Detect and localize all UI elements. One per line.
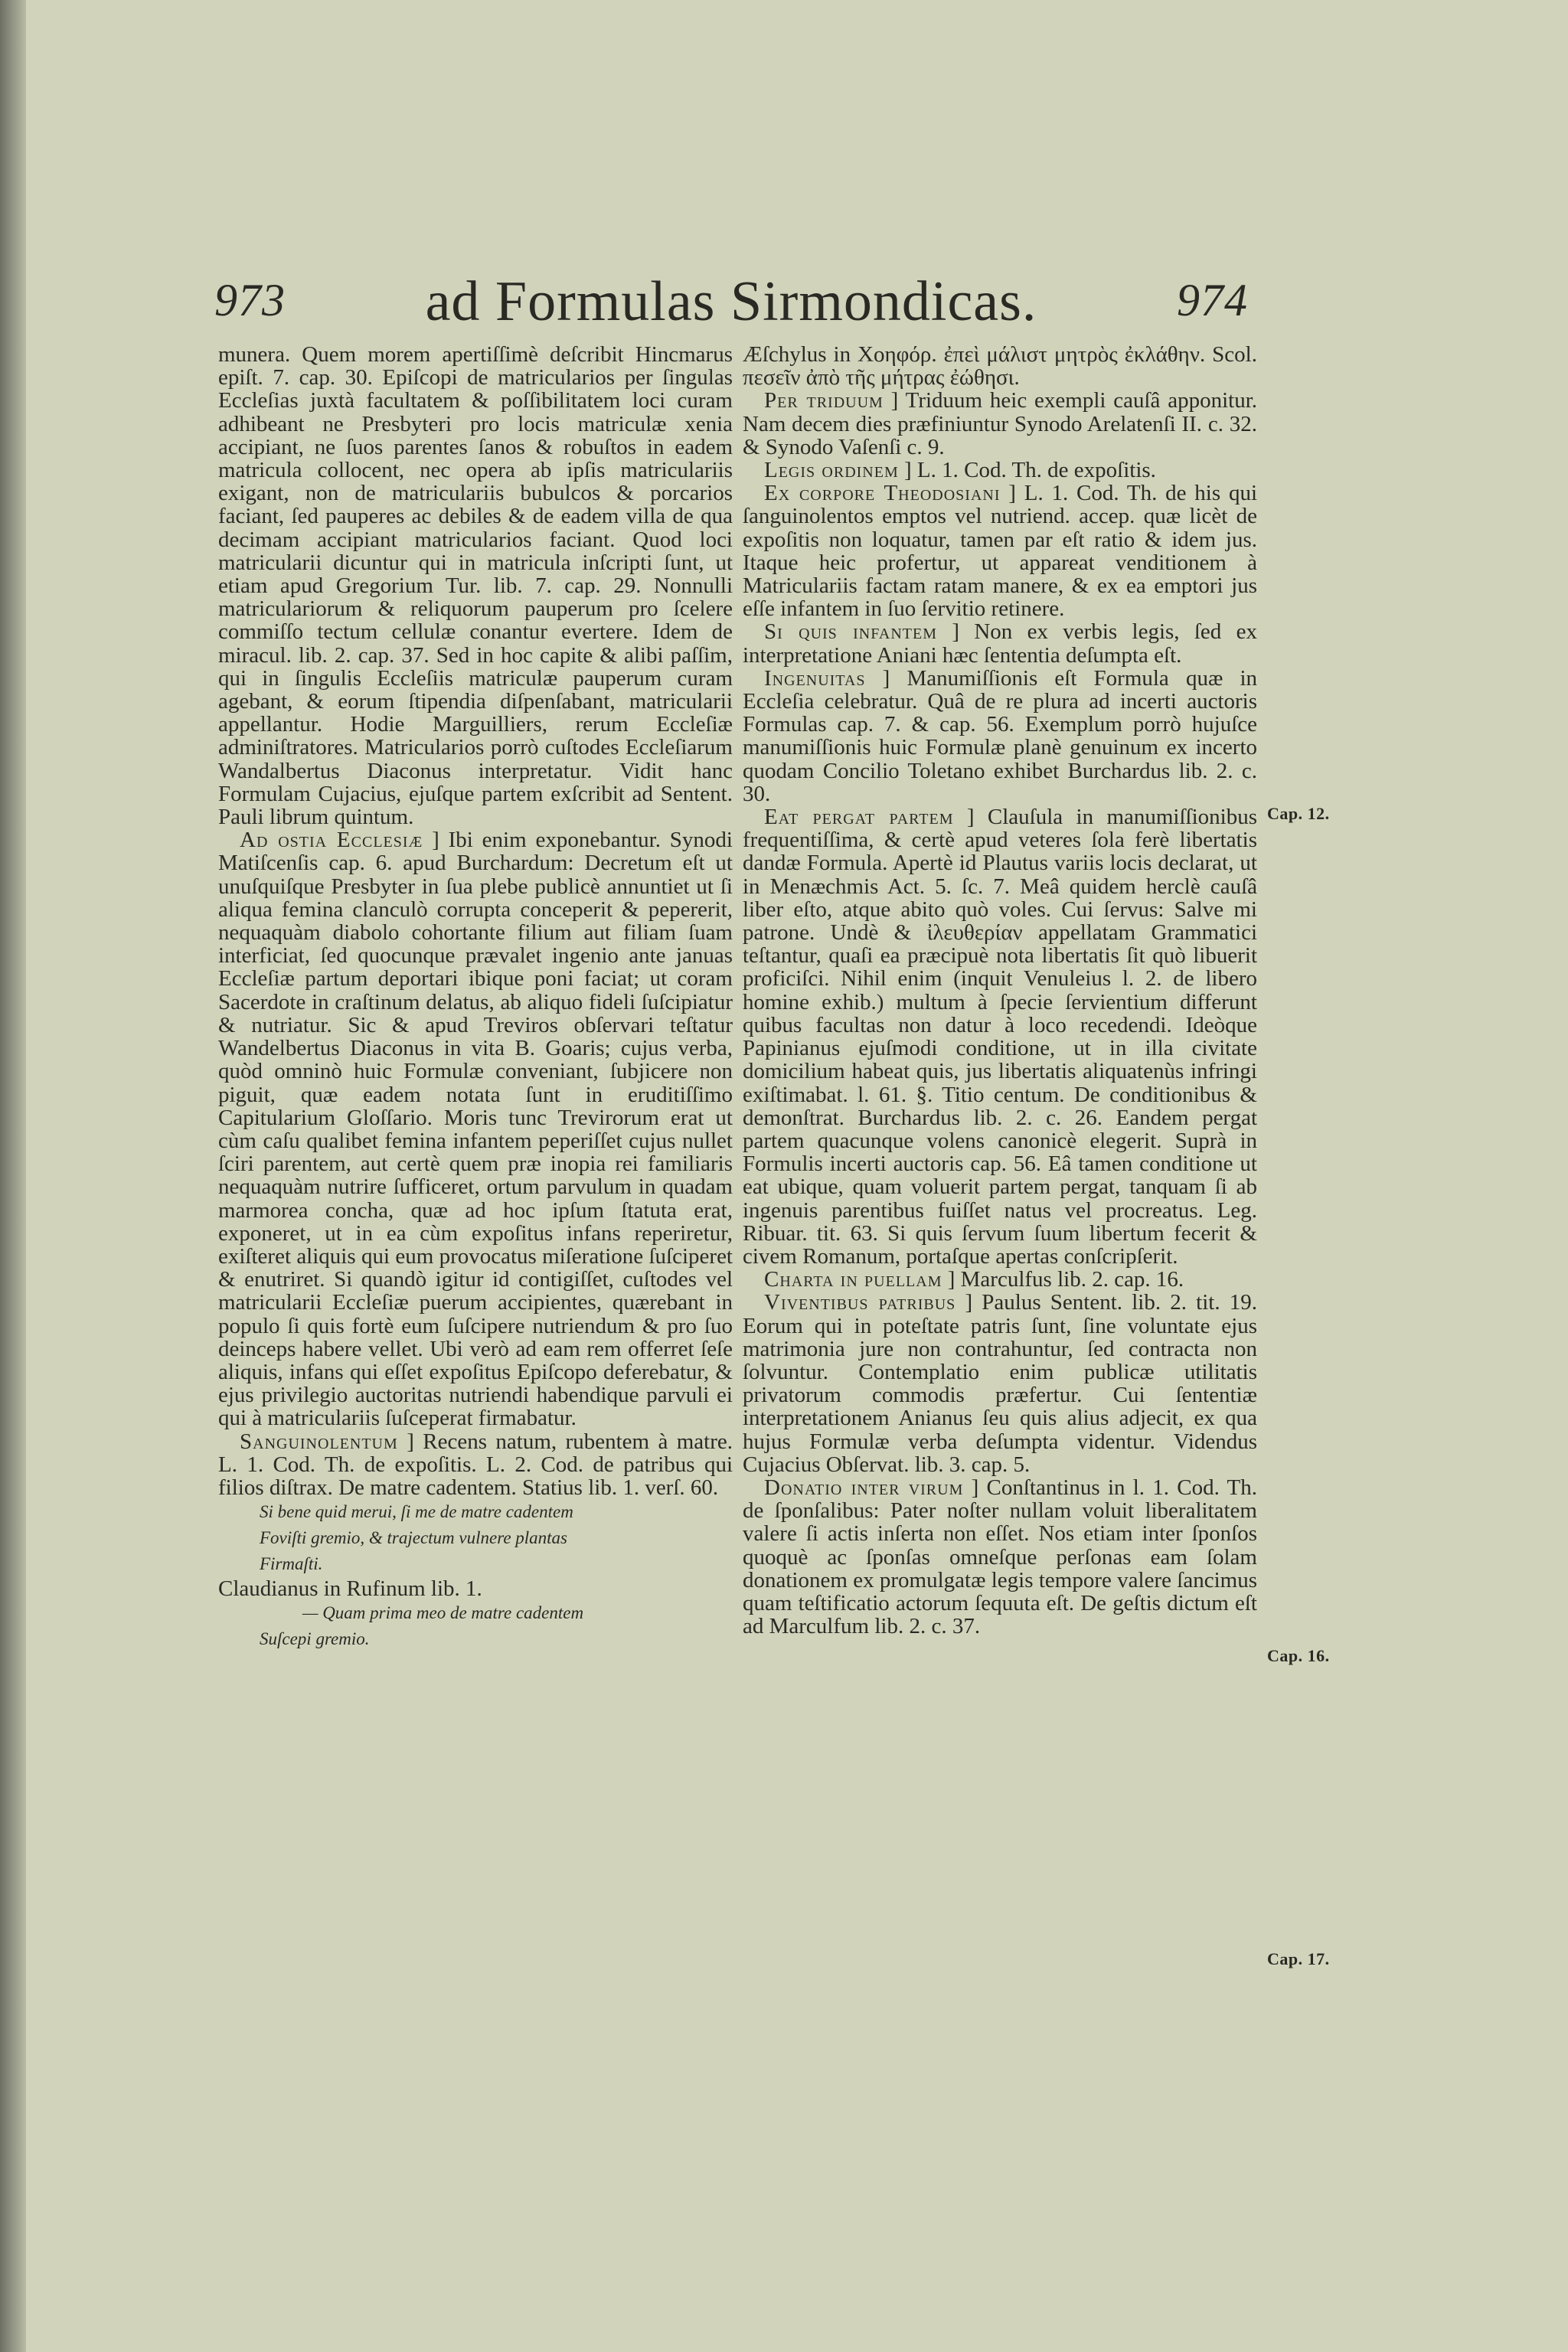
verse-claudianus-line-2: Suſcepi gremio. — [260, 1629, 370, 1649]
left-paragraph-2-text: ] Ibi enim exponebantur. Synodi Matiſcenſis cap. 6. apud Burchardum: Decretum eſt ut unuſquiſque Presbyter in ſua plebe publicè annuntiet ut ſi aliqua femina clanculò corrupta conceperit & pepererit, nequaquàm diabolo cohortante filium aut filiam ſuam interficiat, ſed quocunque prævalet ingenio ante januas Eccleſiæ partum deportari ibique poni faciat; ut coram Sacerdote in craſtinum delatus, ab aliquo fideli ſuſcipiatur & nutriatur. Sic & apud Treviros obſervari teſtatur Wandelbertus Diaconus in vita B. Goaris; cujus verba, quòd omninò huic Formulæ conveniant, ſubjicere non piguit, quæ eadem notata ſunt in eruditiſſimo Capitularium Gloſſario. Moris tunc Trevirorum erat ut cùm caſu qualibet femina infantem peperiſſet cujus nullet ſciri parentem, aut certè quem præ inopia rei familiaris nequaquàm nutrire ſufficeret, ortum parvulum in quadam marmorea concha, quæ ad hoc ipſum ſtatuta erat, exponeret, ut in ea cùm expoſitus infans reperiretur, exiſteret aliquis qui eum provocatus miſeratione ſuſciperet & enutriret. Si quandò igitur id contigiſſet, cuſtodes vel matricularii Eccleſiæ puerum accipientes, quærebant in populo ſi quis fortè eum ſuſcipere nutriendum & pro ſuo deinceps habere vellet. Ubi verò ad eam rem offerret ſeſe aliquis, infans qui eſſet expoſitus Epiſcopo deferebatur, & ejus privilegio auctoritas nutriendi habendique parvuli ei qui à matriculariis ſuſceperat firmabatur. — [218, 828, 733, 1431]
lemma-per-triduum: Per triduum — [764, 388, 884, 413]
lemma-ad-ostia: Ad ostia Ecclesiæ — [240, 828, 423, 853]
right-paragraph-6 — [743, 667, 1257, 805]
running-title: ad Formulas Sirmondicas. — [425, 270, 1037, 333]
left-paragraph-3-text: ] Recens natum, rubentem à matre. L. 1. Cod. Th. de expoſitis. L. 2. Cod. de patribus qui filios diſtrax. De matre cadentem. Statius lib. 1. verſ. 60. — [218, 1429, 733, 1500]
verse-statius-line-3: Firmaſti. — [260, 1554, 323, 1574]
verse-statius-line-2: Foviſti gremio, & trajectum vulnere plantas — [260, 1528, 568, 1548]
right-paragraph-4-text: ] L. 1. Cod. Th. de his qui ſanguinolentos emptos vel nutriend. accep. quæ licèt de expoſitis non loquatur, tamen par eſt ratio & idem jus. Itaque heic profertur, ut appareat venditionem à Matriculariis factam ratam manere, & ex ea emptori jus eſſe infantem in ſuo ſervitio retinere. — [743, 481, 1257, 622]
verse-statius-line-1: Si bene quid merui, ſi me de matre cadentem — [260, 1502, 573, 1522]
right-paragraph-5-text: ] Non ex verbis legis, ſed ex interpretatione Aniani hæc ſententia deſumpta eſt. — [743, 619, 1258, 668]
lemma-si-quis-infantem: Si quis infantem — [764, 619, 937, 645]
page-header — [214, 270, 1248, 346]
lemma-donatio-inter-virum: Donatio inter virum — [764, 1475, 964, 1500]
right-paragraph-3 — [743, 459, 1257, 482]
right-paragraph-6-text: ] Manumiſſionis eſt Formula quæ in Eccleſia celebratur. Quâ de re plura ad incerti auctoris Formulas cap. 7. & cap. 56. Exemplum porrò hujuſce manumiſſionis huic Formulæ planè genuinum ex incerto quodam Concilio Toletano exhibet Burchardus lib. 2. c. 30. — [743, 665, 1257, 806]
left-paragraph-2 — [218, 828, 733, 1429]
verse-claudianus-line-1: — Quam prima meo de matre cadentem — [302, 1603, 584, 1623]
right-paragraph-8-text: ] Marculfus lib. 2. cap. 16. — [947, 1267, 1184, 1292]
lemma-viventibus-patribus: Viventibus patribus — [764, 1290, 956, 1315]
right-paragraph-5 — [743, 620, 1257, 666]
right-paragraph-10 — [743, 1476, 1257, 1638]
left-paragraph-4: Claudianus in Rufinum lib. 1. — [218, 1576, 482, 1602]
right-column — [743, 343, 1257, 1638]
lemma-eat-pergat: Eat pergat partem — [764, 805, 954, 830]
right-paragraph-7-text: ] Clauſula in manumiſſionibus frequentiſſima, & certè apud veteres ſola ferè libertatis dandæ Formula. Apertè id Plautus variis locis declarat, ut in Menæchmis Act. 5. ſc. 7. Meâ quidem herclè cauſâ liber eſto, atque abito quò voles. Cui ſervus: Salve mi patrone. Undè & ἰλευθερίαν appellatam Grammatici teſtantur, quaſi ea præcipuè nota libertatis ſit quò libuerit proficiſci. Nihil enim (inquit Venuleius l. 2. de libero homine exhib.) multum à ſpecie ſervientium differunt quibus facultas non datur à loco recedendi. Ideòque Papinianus ejuſmodi conditione, ut in illa civitate domicilium habeat quis, jus libertatis aliquatenùs infringi exiſtimabat. l. 61. §. Titio centum. De conditionibus & demonſtrat. Burchardus lib. 2. c. 26. Eandem pergat partem quacunque volens canonicè elegerit. Suprà in Formulis incerti auctoris cap. 56. Eâ tamen conditione ut eat ubique, quam voluerit partem pergat, tanquam ſi ab ingenuis parentibus fuiſſet natus vel procreatus. Leg. Ribuar. tit. 63. Si quis ſervum ſuum libertum fecerit & civem Romanum, portaſque apertas conſcripſerit. — [743, 805, 1257, 1269]
right-paragraph-10-text: ] Conſtantinus in l. 1. Cod. Th. de ſponſalibus: Pater noſter nullam voluit liberalitatem valere ſi actis inſerta non eſſet. Nos etiam inter ſponſos quoquè ac ſponſas omneſque perſonas eam ſolam donationem ex promulgatæ legis tempore valere ſancimus quam teſtificatio actorum ſequuta eſt. De geſtis dictum eſt ad Marculfum lib. 2. c. 37. — [743, 1475, 1257, 1639]
lemma-legis-ordinem: Legis ordinem — [764, 458, 899, 483]
lemma-ingenuitas: Ingenuitas — [764, 665, 866, 691]
right-paragraph-9 — [743, 1291, 1257, 1476]
lemma-charta-in-puellam: Charta in puellam — [764, 1267, 942, 1292]
right-paragraph-7 — [743, 805, 1257, 1268]
page-number-right: 974 — [1177, 275, 1248, 325]
binding-shadow — [0, 0, 26, 2352]
right-paragraph-4 — [743, 482, 1257, 620]
left-paragraph-1: munera. Quem morem apertiſſimè deſcribit Hincmarus epiſt. 7. cap. 30. Epiſcopi de matricularios per ſingulas Eccleſias juxtà facultatem & poſſibilitatem loci curam adhibeant ne Presbyteri pro locis matriculæ xenia accipiant, ne ſuos parentes ſanos & robuſtos in eadem matricula collocent, nec opera ab ipſis matriculariis exigant, non de matriculariis bubulcos & porcarios faciant, ſed pauperes ac debiles & de eadem villa de qua decimam accipiant matricularios faciant. Quod loci matricularii dicuntur qui in matricula inſcripti ſunt, ut etiam apud Gregorium Tur. lib. 7. cap. 29. Nonnulli matriculariorum & reliquorum pauperum pro ſcelere commiſſo tectum cellulæ conantur evertere. Idem de miracul. lib. 2. cap. 37. Sed in hoc capite & alibi paſſim, qui in ſingulis Eccleſiis matriculæ pauperum curam agebant, & eorum ſtipendia diſpenſabant, matricularii appellantur. Hodie Marguilliers, rerum Eccleſiæ adminiſtratores. Matricularios porrò cuſtodes Eccleſiarum Wandalbertus Diaconus interpretatur. Vidit hanc Formulam Cujacius, ejuſque partem exſcribit ad Sentent. Pauli librum quintum. — [218, 342, 733, 830]
lemma-sanguinolentum: Sanguinolentum — [240, 1429, 398, 1454]
page-number-left: 973 — [214, 275, 286, 325]
left-paragraph-3 — [218, 1430, 733, 1500]
left-column — [218, 343, 733, 1652]
lemma-ex-corpore: Ex corpore Theodosiani — [764, 481, 1001, 506]
right-paragraph-2 — [743, 389, 1257, 459]
right-paragraph-3-text: ] L. 1. Cod. Th. de expoſitis. — [904, 458, 1156, 483]
right-paragraph-1: Æſchylus in Χοηφόρ. ἐπεὶ μάλιστ μητρὸς ἐκλάθην. Scol. πεσεῖν ἀπὸ τῆς μήτρας ἐώθησι. — [743, 342, 1257, 390]
right-paragraph-9-text: ] Paulus Sentent. lib. 2. tit. 19. Eorum qui in poteſtate patris ſunt, ſine voluntate ejus matrimonia jure non contrahuntur, ſed contracta non ſolvuntur. Contemplatio enim publicæ utilitatis privatorum commodis præfertur. Cui ſententiæ interpretationem Anianus ſeu quis alius adjecit, ex qua hujus Formulæ verba deſumpta videntur. Videndus Cujacius Obſervat. lib. 3. cap. 5. — [743, 1290, 1257, 1477]
right-paragraph-2-text: ] Triduum heic exempli cauſâ apponitur. Nam decem dies præfiniuntur Synodo Arelatenſi II. c. 32. & Synodo Vaſenſi c. 9. — [743, 388, 1258, 459]
margin-note-cap-16: Cap. 16. — [1267, 1646, 1330, 1665]
margin-note-cap-12: Cap. 12. — [1267, 804, 1330, 823]
margin-note-cap-17: Cap. 17. — [1267, 1949, 1330, 1968]
right-paragraph-8 — [743, 1268, 1257, 1291]
